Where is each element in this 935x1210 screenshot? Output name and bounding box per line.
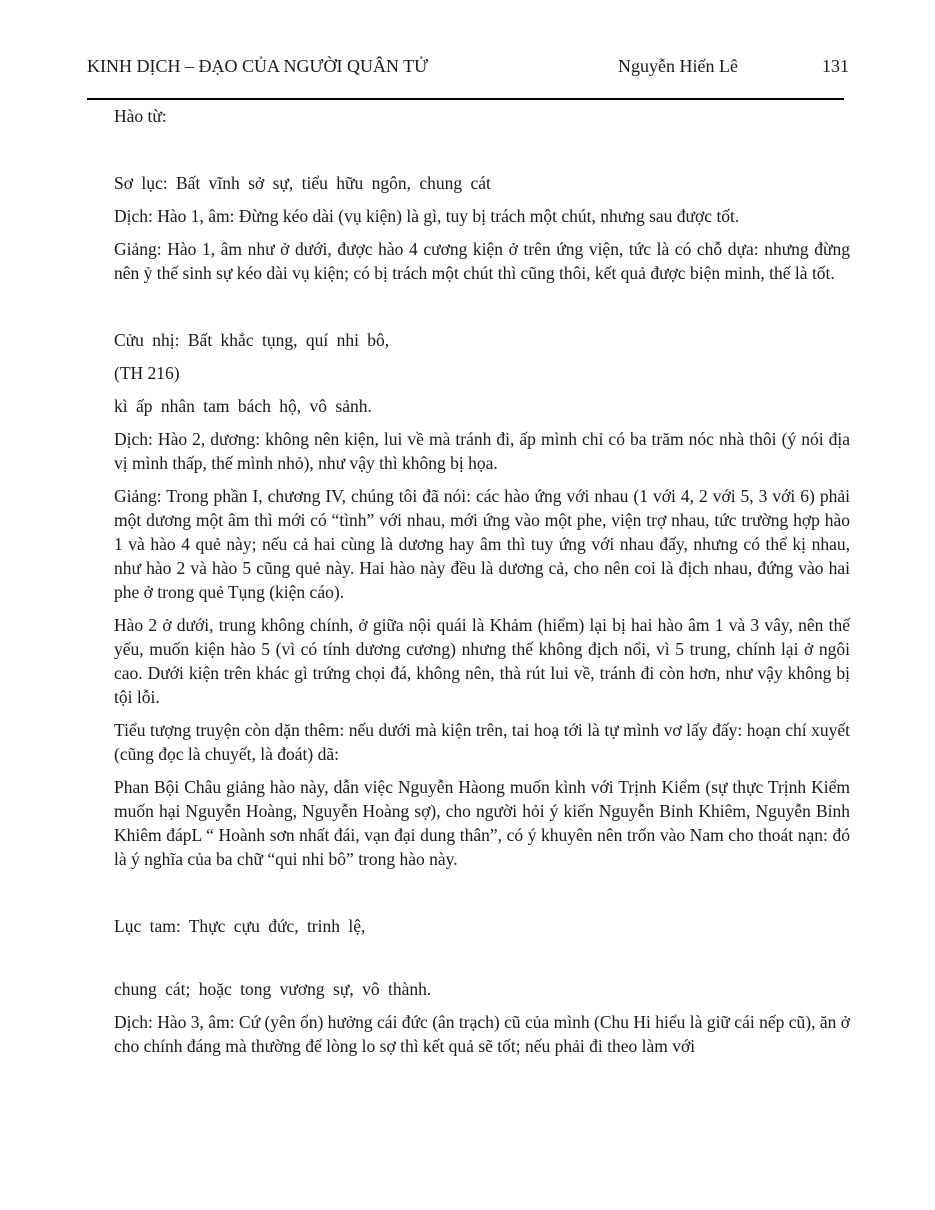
spacer bbox=[114, 947, 850, 977]
translation-paragraph: Dịch: Hào 1, âm: Đừng kéo dài (vụ kiện) là gì, tuy bị trách một chút, nhưng sau được tốt. bbox=[114, 206, 740, 226]
section-heading: Hào từ: bbox=[114, 106, 167, 126]
page-number: 131 bbox=[822, 56, 849, 76]
header-divider bbox=[87, 98, 844, 100]
commentary-paragraph: Tiểu tượng truyện còn dặn thêm: nếu dưới mà kiện trên, tai hoạ tới là tự mình vơ lấy đấy: hoạn chí xuyết (cũng đọc là chuyết, là đoát) dã: bbox=[114, 720, 850, 764]
commentary-paragraph: Giảng: Hào 1, âm như ở dưới, được hào 4 cương kiện ở trên ứng viện, tức là có chỗ dựa: nhưng đừng nên ỷ thế sinh sự kéo dài vụ kiện; có bị trách một chút thì cũng thôi, kết quả được biện minh, thế là tốt. bbox=[114, 239, 850, 283]
verse-line: Lục tam: Thực cựu đức, trinh lệ, bbox=[114, 916, 366, 936]
verse-line: Cửu nhị: Bất khắc tụng, quí nhi bô, bbox=[114, 330, 390, 350]
verse-line: Sơ lục: Bất vĩnh sở sự, tiểu hữu ngôn, chung cát bbox=[114, 173, 491, 193]
translation-paragraph: Dịch: Hào 2, dương: không nên kiện, lui về mà tránh đi, ấp mình chỉ có ba trăm nóc nhà thôi (ý nói địa vị mình thấp, thế mình nhỏ), như vậy thì không bị họa. bbox=[114, 429, 850, 473]
reference-note: (TH 216) bbox=[114, 363, 180, 383]
author-name: Nguyễn Hiến Lê bbox=[618, 56, 738, 76]
page-header bbox=[87, 56, 849, 82]
commentary-paragraph: Giảng: Trong phần I, chương IV, chúng tôi đã nói: các hào ứng với nhau (1 với 4, 2 với 5, 3 với 6) phải một dương một âm thì mới có “tình” với nhau, mới ứng vào một phe, viện trợ nhau, tức trường hợp hào 1 và hào 4 quẻ này; nếu cả hai cùng là dương hay âm thì tuy ứng với nhau đấy, nhưng có thể kị nhau, như hào 2 và hào 5 cũng quẻ này. Hai hào này đều là dương cả, cho nên coi là địch nhau, đứng vào hai phe ở trong quẻ Tụng (kiện cáo). bbox=[114, 486, 850, 602]
spacer bbox=[114, 137, 850, 171]
commentary-paragraph: Phan Bội Châu giảng hào này, dẫn việc Nguyễn Hàong muốn kình với Trịnh Kiểm (sự thực Trịnh Kiểm muốn hại Nguyễn Hoàng, Nguyễn Hoàng sợ), cho người hỏi ý kiến Nguyễn Bỉnh Khiêm, Nguyễn Bỉnh Khiêm đápL “ Hoành sơn nhất đái, vạn đại dung thân”, có ý khuyên nên trốn vào Nam cho thoát nạn: đó là ý nghĩa của ba chữ “qui nhi bô” trong hào này. bbox=[114, 777, 850, 869]
translation-paragraph: Dịch: Hào 3, âm: Cứ (yên ổn) hưởng cái đức (ân trạch) cũ của mình (Chu Hi hiểu là giữ cái nếp cũ), ăn ở cho chính đáng mà thường để lòng lo sợ thì kết quả sẽ tốt; nếu phải đi theo làm với bbox=[114, 1012, 850, 1056]
book-title: KINH DỊCH – ĐẠO CỦA NGƯỜI QUÂN TỬ bbox=[87, 56, 429, 76]
spacer bbox=[114, 880, 850, 914]
verse-line: kì ấp nhân tam bách hộ, vô sảnh. bbox=[114, 396, 372, 416]
page-body bbox=[114, 104, 850, 1067]
commentary-paragraph: Hào 2 ở dưới, trung không chính, ở giữa nội quái là Khảm (hiểm) lại bị hai hào âm 1 và 3 vây, nên thế yếu, muốn kiện hào 5 (vì có tính dương cương) nhưng thế không địch nổi, vì 5 trung, chính lại ở ngôi cao. Dưới kiện trên khác gì trứng chọi đá, không nên, thà rút lui về, tránh đi còn hơn, như vậy không bị tội lỗi. bbox=[114, 615, 850, 707]
spacer bbox=[114, 294, 850, 328]
verse-line: chung cát; hoặc tong vương sự, vô thành. bbox=[114, 979, 432, 999]
